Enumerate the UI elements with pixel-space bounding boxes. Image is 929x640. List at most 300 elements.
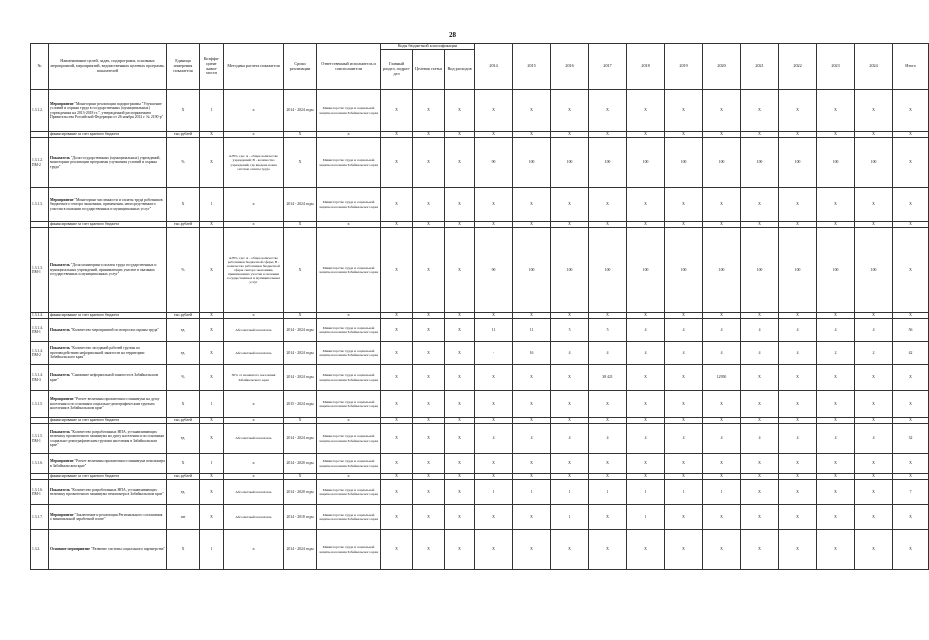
row-kbk-target: X — [413, 454, 445, 474]
header-kbk: Коды бюджетной классификации — [381, 44, 475, 50]
row-kbk-type: X — [445, 138, 475, 188]
row-title: финансирование за счет краевого бюджета — [50, 474, 120, 479]
row-name — [49, 530, 167, 570]
row-kbk-type: X — [445, 480, 475, 505]
row-year-value: 2 — [855, 342, 893, 365]
row-year-value: X — [703, 418, 741, 424]
row-name — [49, 424, 167, 454]
row-year-value: X — [475, 365, 513, 391]
row-year-value: X — [855, 90, 893, 132]
row-year-value: X — [703, 391, 741, 418]
table-row — [31, 342, 929, 365]
row-year-value: 100 — [779, 228, 817, 313]
row-kbk-target: X — [413, 228, 445, 313]
row-title: финансирование за счет краевого бюджета — [50, 313, 120, 318]
row-kbk-admin: X — [381, 418, 413, 424]
row-unit: шт — [167, 505, 200, 530]
header-kbk-admin: Главный раздел, подраз-дел — [381, 50, 413, 90]
row-kind: Показатель — [50, 373, 70, 378]
row-year-value: X — [741, 530, 779, 570]
row-name — [49, 188, 167, 222]
row-number: 1.3.1.4. ПМ-1 — [31, 319, 49, 342]
row-year-value: 1 — [589, 480, 627, 505]
row-year-value: 100 — [627, 228, 665, 313]
row-year-value: 4 — [703, 342, 741, 365]
row-title: "Количество мероприятий по вопросам охраны труда" — [69, 327, 159, 332]
row-year-value: 100 — [665, 228, 703, 313]
row-year-value: X — [817, 474, 855, 480]
row-year-value: X — [551, 474, 589, 480]
program-table — [30, 43, 929, 570]
row-total: X — [893, 418, 929, 424]
row-year-value: X — [855, 454, 893, 474]
row-year-value: X — [665, 132, 703, 138]
header-kbk-type: Вид расходов — [445, 50, 475, 90]
row-year-value: 100 — [779, 138, 817, 188]
row-year-value: X — [665, 391, 703, 418]
table-body — [31, 90, 929, 570]
header-executor: Ответственный исполнитель и соисполнители — [317, 44, 381, 90]
row-year-value: 100 — [855, 138, 893, 188]
row-year-value: X — [741, 132, 779, 138]
row-year-value: X — [855, 474, 893, 480]
row-kbk-type: X — [445, 228, 475, 313]
row-coef: X — [200, 342, 224, 365]
row-year-value: X — [665, 474, 703, 480]
row-name — [49, 454, 167, 474]
row-kbk-admin: X — [381, 222, 413, 228]
row-year-value: 90 — [475, 138, 513, 188]
row-title: финансирование за счет краевого бюджета — [50, 418, 120, 423]
row-total: X — [893, 313, 929, 319]
row-year-value: X — [589, 454, 627, 474]
row-method: X — [224, 474, 284, 480]
row-kbk-admin: X — [381, 365, 413, 391]
row-year-value: 1 — [627, 505, 665, 530]
row-coef: X — [200, 365, 224, 391]
row-unit: ед. — [167, 424, 200, 454]
row-total: X — [893, 138, 929, 188]
header-year: 2016 — [551, 44, 589, 90]
row-year-value: 100 — [817, 228, 855, 313]
row-year-value: X — [665, 188, 703, 222]
row-term: X — [284, 228, 317, 313]
row-year-value: 4 — [741, 342, 779, 365]
row-number: 1.3.1.4. — [31, 313, 49, 319]
row-year-value: X — [551, 222, 589, 228]
row-executor: Министерство труда и социальной защиты населения Забайкальского края — [317, 342, 381, 365]
row-executor: X — [317, 132, 381, 138]
row-year-value: X — [817, 365, 855, 391]
row-kbk-admin: X — [381, 505, 413, 530]
row-year-value: 4 — [551, 342, 589, 365]
row-term: 2014 - 2024 годы — [284, 188, 317, 222]
row-year-value: X — [513, 132, 551, 138]
row-term: 2015 - 2024 годы — [284, 391, 317, 418]
row-year-value: X — [627, 313, 665, 319]
row-year-value: X — [817, 313, 855, 319]
row-number: 1.3.1.3. — [31, 188, 49, 222]
row-year-value: X — [855, 132, 893, 138]
row-year-value: 4 — [665, 424, 703, 454]
row-year-value: 4 — [855, 319, 893, 342]
row-year-value: X — [513, 474, 551, 480]
row-year-value: X — [779, 418, 817, 424]
row-kbk-target: X — [413, 474, 445, 480]
row-year-value: 4 — [817, 424, 855, 454]
row-year-value: X — [779, 454, 817, 474]
row-year-value: 4 — [475, 424, 513, 454]
row-title: "Доля мониторинга оплаты труда государственных и муниципальных учреждений, принимающих участие в оказании государственных и муниципальных услуг" — [50, 263, 157, 277]
row-year-value: X — [475, 188, 513, 222]
row-year-value: 100 — [589, 138, 627, 188]
row-kbk-target: X — [413, 132, 445, 138]
row-kbk-type: X — [445, 188, 475, 222]
row-executor: X — [317, 474, 381, 480]
row-year-value: X — [475, 418, 513, 424]
row-total: X — [893, 474, 929, 480]
row-year-value: X — [513, 454, 551, 474]
row-year-value: X — [855, 530, 893, 570]
row-term: X — [284, 418, 317, 424]
row-year-value: X — [475, 132, 513, 138]
row-total: X — [893, 132, 929, 138]
row-term: 2014 - 2024 годы — [284, 424, 317, 454]
header-name: Наименование целей, задач, подпрограмм, основных мероприятий, мероприятий, ведомственных целевых программ, показателей — [49, 44, 167, 90]
row-total: X — [893, 505, 929, 530]
row-year-value: 4 — [703, 319, 741, 342]
row-year-value: 100 — [551, 138, 589, 188]
row-year-value: X — [779, 188, 817, 222]
row-title: "Количество разработанных НПА, устанавливающих величину прожиточного минимума на душу населения и по основным социально-демографическим группам населения в Забайкальском крае" — [50, 429, 164, 447]
row-year-value: X — [817, 530, 855, 570]
row-title: "Количество разработанных НПА, устанавливающих величину прожиточного минимума пенсионера в Забайкальском крае" — [50, 487, 164, 496]
row-year-value: X — [513, 530, 551, 570]
row-coef: 1 — [200, 90, 224, 132]
row-year-value: 4 — [551, 424, 589, 454]
row-kbk-target: X — [413, 188, 445, 222]
row-year-value: 4 — [741, 424, 779, 454]
row-year-value: X — [779, 313, 817, 319]
row-year-value: X — [817, 454, 855, 474]
row-year-value: 100 — [741, 228, 779, 313]
row-total: 56 — [893, 319, 929, 342]
row-term: 2014 - 2024 годы — [284, 90, 317, 132]
row-number: 1.3.1.4. ПМ-3 — [31, 365, 49, 391]
row-number: 1.3.1.3. ПМ-1 — [31, 228, 49, 313]
row-method: Абсолютный показатель — [224, 424, 284, 454]
row-unit: % — [167, 138, 200, 188]
row-year-value: 4 — [741, 319, 779, 342]
row-year-value: X — [627, 474, 665, 480]
row-name — [49, 505, 167, 530]
row-year-value: X — [627, 454, 665, 474]
row-year-value: X — [817, 90, 855, 132]
row-title: "Расчет величины прожиточного минимума пенсионера в Забайкальском крае" — [50, 459, 165, 468]
row-year-value: X — [589, 391, 627, 418]
row-kbk-admin: X — [381, 454, 413, 474]
row-kind: Показатель — [50, 346, 70, 351]
header-kbk-target: Целевая статья — [413, 50, 445, 90]
header-year: 2015 — [513, 44, 551, 90]
row-number: 1.3.1.6. — [31, 454, 49, 474]
row-name — [49, 138, 167, 188]
row-year-value: 4 — [665, 319, 703, 342]
row-term: X — [284, 132, 317, 138]
row-year-value: X — [741, 90, 779, 132]
row-year-value: X — [665, 505, 703, 530]
row-title: финансирование за счет краевого бюджета — [50, 222, 120, 227]
row-year-value: X — [741, 474, 779, 480]
row-total: 42 — [893, 342, 929, 365]
row-kbk-target: X — [413, 313, 445, 319]
row-name — [49, 391, 167, 418]
row-year-value: 100 — [703, 228, 741, 313]
row-executor: X — [317, 418, 381, 424]
row-year-value: X — [475, 90, 513, 132]
table-row — [31, 454, 929, 474]
table-row — [31, 424, 929, 454]
row-method: X — [224, 454, 284, 474]
row-coef: 1 — [200, 188, 224, 222]
row-unit: X — [167, 391, 200, 418]
table-row — [31, 228, 929, 313]
header-unit: Единица измерения показателя — [167, 44, 200, 90]
row-year-value: 1 — [665, 480, 703, 505]
row-kbk-type: X — [445, 222, 475, 228]
row-year-value: 4 — [855, 424, 893, 454]
row-kbk-admin: X — [381, 342, 413, 365]
header-num: № — [31, 44, 49, 90]
row-number: 1.3.1.4. ПМ-2 — [31, 342, 49, 365]
row-method: X — [224, 188, 284, 222]
row-coef: X — [200, 424, 224, 454]
row-kbk-target: X — [413, 530, 445, 570]
row-term: X — [284, 138, 317, 188]
row-year-value: X — [627, 391, 665, 418]
row-year-value: 100 — [703, 138, 741, 188]
row-kbk-target: X — [413, 480, 445, 505]
row-year-value: X — [475, 222, 513, 228]
row-method: X — [224, 132, 284, 138]
row-kbk-type: X — [445, 342, 475, 365]
header-year: 2020 — [703, 44, 741, 90]
row-year-value: - — [475, 342, 513, 365]
row-year-value: X — [703, 222, 741, 228]
row-title: "Количество заседаний рабочей группы по противодействию неформальной занятости на территории Забайкальского края" — [50, 346, 145, 360]
row-executor: X — [317, 313, 381, 319]
table-header — [31, 44, 929, 90]
row-year-value: X — [665, 418, 703, 424]
header-coef: Коэффи-циент значи-мости — [200, 44, 224, 90]
row-unit: ед. — [167, 319, 200, 342]
row-method: Абсолютный показатель — [224, 342, 284, 365]
row-year-value: X — [627, 222, 665, 228]
row-year-value: 100 — [513, 228, 551, 313]
row-total: X — [893, 222, 929, 228]
header-year: 2021 — [741, 44, 779, 90]
row-title: финансирование за счет краевого бюджета — [50, 132, 120, 137]
row-number: 1.3.1.7. — [31, 505, 49, 530]
row-title: "Развитие системы социального партнерства" — [89, 547, 165, 552]
row-year-value: X — [855, 222, 893, 228]
row-term: X — [284, 313, 317, 319]
row-unit: тыс.рублей — [167, 474, 200, 480]
row-kbk-type: X — [445, 313, 475, 319]
row-executor: Министерство труда и социальной защиты населения Забайкальского края — [317, 365, 381, 391]
row-executor: Министерство труда и социальной защиты населения Забайкальского края — [317, 319, 381, 342]
row-unit: X — [167, 530, 200, 570]
row-kbk-target: X — [413, 365, 445, 391]
header-total: Итого — [893, 44, 929, 90]
row-name — [49, 365, 167, 391]
row-unit: тыс.рублей — [167, 132, 200, 138]
table-row — [31, 188, 929, 222]
row-year-value: 11 — [513, 319, 551, 342]
row-year-value: X — [551, 90, 589, 132]
row-method: Абсолютный показатель — [224, 505, 284, 530]
row-total: X — [893, 391, 929, 418]
row-executor: Министерство труда и социальной защиты населения Забайкальского края — [317, 424, 381, 454]
row-kbk-admin: X — [381, 319, 413, 342]
row-year-value: X — [817, 480, 855, 505]
row-year-value: 11 — [475, 319, 513, 342]
row-year-value: X — [665, 365, 703, 391]
row-kbk-admin: X — [381, 424, 413, 454]
row-kbk-type: X — [445, 424, 475, 454]
row-year-value: 38 421 — [589, 365, 627, 391]
row-year-value: X — [817, 505, 855, 530]
row-year-value: 4 — [779, 424, 817, 454]
row-kind: Мероприятие — [50, 512, 74, 517]
row-method: X — [224, 313, 284, 319]
header-year: 2019 — [665, 44, 703, 90]
row-executor: Министерство труда и социальной защиты населения Забайкальского края — [317, 530, 381, 570]
row-method: Абсолютный показатель — [224, 319, 284, 342]
row-title: "Мониторинг реализации подпрограммы "Улучшение условий и охраны труда в государственных (муниципальных) учреждениях на 2013-2018 гг.", утвержденной распоряжением Правительства Российской Федерации от 26 ноября 2012 г. № 2190-р" — [50, 101, 164, 119]
row-coef: X — [200, 313, 224, 319]
row-term: 2014 - 2024 годы — [284, 342, 317, 365]
row-year-value: X — [703, 530, 741, 570]
row-kbk-admin: X — [381, 132, 413, 138]
table-row — [31, 319, 929, 342]
row-kind: Показатель — [50, 263, 70, 268]
row-total: X — [893, 228, 929, 313]
row-year-value: X — [589, 188, 627, 222]
row-kbk-target: X — [413, 90, 445, 132]
row-kbk-target: X — [413, 424, 445, 454]
row-method: А/В%, где: А - общее количество учреждений; В - количество учреждений, где введена новая система оплаты труда — [224, 138, 284, 188]
row-term: 2014 - 2020 годы — [284, 454, 317, 474]
row-year-value: X — [513, 505, 551, 530]
row-unit: ед. — [167, 342, 200, 365]
row-kbk-target: X — [413, 138, 445, 188]
row-executor: Министерство труда и социальной защиты населения Забайкальского края — [317, 228, 381, 313]
header-year: 2023 — [817, 44, 855, 90]
row-year-value: X — [551, 132, 589, 138]
row-year-value: X — [551, 365, 589, 391]
row-year-value: X — [779, 480, 817, 505]
row-number: 1.3.1.5. — [31, 391, 49, 418]
row-total: 32 — [893, 424, 929, 454]
row-kbk-admin: X — [381, 391, 413, 418]
row-unit: тыс.рублей — [167, 222, 200, 228]
row-year-value: 100 — [513, 138, 551, 188]
row-executor: Министерство труда и социальной защиты населения Забайкальского края — [317, 138, 381, 188]
row-year-value: 100 — [741, 138, 779, 188]
table-row — [31, 365, 929, 391]
row-year-value: X — [741, 505, 779, 530]
row-year-value: X — [703, 454, 741, 474]
row-kbk-admin: X — [381, 90, 413, 132]
row-number: 1.3.1.2. ПМ-2 — [31, 138, 49, 188]
row-coef: X — [200, 222, 224, 228]
row-kind: Мероприятие — [50, 101, 74, 106]
row-coef: X — [200, 474, 224, 480]
row-year-value: 4 — [513, 424, 551, 454]
row-year-value: X — [855, 365, 893, 391]
row-method: X — [224, 391, 284, 418]
row-term: 2014 - 2024 годы — [284, 365, 317, 391]
row-executor: Министерство труда и социальной защиты населения Забайкальского края — [317, 454, 381, 474]
row-number: 1.3.2. — [31, 530, 49, 570]
table-row — [31, 505, 929, 530]
row-number: 1.3.1.5. ПМ-1 — [31, 424, 49, 454]
row-year-value: X — [589, 90, 627, 132]
row-kbk-admin: X — [381, 530, 413, 570]
row-unit: % — [167, 365, 200, 391]
row-kbk-type: X — [445, 474, 475, 480]
header-year: 2024 — [855, 44, 893, 90]
row-year-value: X — [779, 474, 817, 480]
row-executor: Министерство труда и социальной защиты населения Забайкальского края — [317, 391, 381, 418]
row-total: X — [893, 365, 929, 391]
row-year-value: X — [703, 132, 741, 138]
row-year-value: X — [475, 454, 513, 474]
row-coef: X — [200, 138, 224, 188]
header-year: 2018 — [627, 44, 665, 90]
row-kbk-type: X — [445, 391, 475, 418]
row-year-value: X — [741, 188, 779, 222]
row-coef: 1 — [200, 454, 224, 474]
row-year-value: X — [513, 90, 551, 132]
row-year-value: X — [665, 530, 703, 570]
row-total: X — [893, 454, 929, 474]
row-title: "Доля государственных (муниципальных) учреждений, мониторинг реализации программы улучшения условий и охраны труда" — [50, 155, 161, 169]
row-kbk-type: X — [445, 505, 475, 530]
row-method: Абсолютный показатель — [224, 480, 284, 505]
row-year-value: 16 — [513, 342, 551, 365]
row-kbk-type: X — [445, 530, 475, 570]
row-year-value: X — [475, 530, 513, 570]
row-year-value: X — [589, 222, 627, 228]
row-year-value: X — [703, 474, 741, 480]
row-year-value: X — [551, 454, 589, 474]
row-year-value: X — [855, 505, 893, 530]
row-method: X — [224, 90, 284, 132]
row-kind: Мероприятие — [50, 197, 74, 202]
row-unit: % — [167, 228, 200, 313]
row-kbk-admin: X — [381, 313, 413, 319]
row-year-value: X — [513, 222, 551, 228]
row-year-value: X — [627, 530, 665, 570]
row-kind: Показатель — [50, 327, 70, 332]
row-year-value: X — [817, 132, 855, 138]
row-unit: тыс.рублей — [167, 418, 200, 424]
row-name — [49, 319, 167, 342]
row-method: 30% от незанятого населения Забайкальского края — [224, 365, 284, 391]
row-year-value: X — [817, 222, 855, 228]
